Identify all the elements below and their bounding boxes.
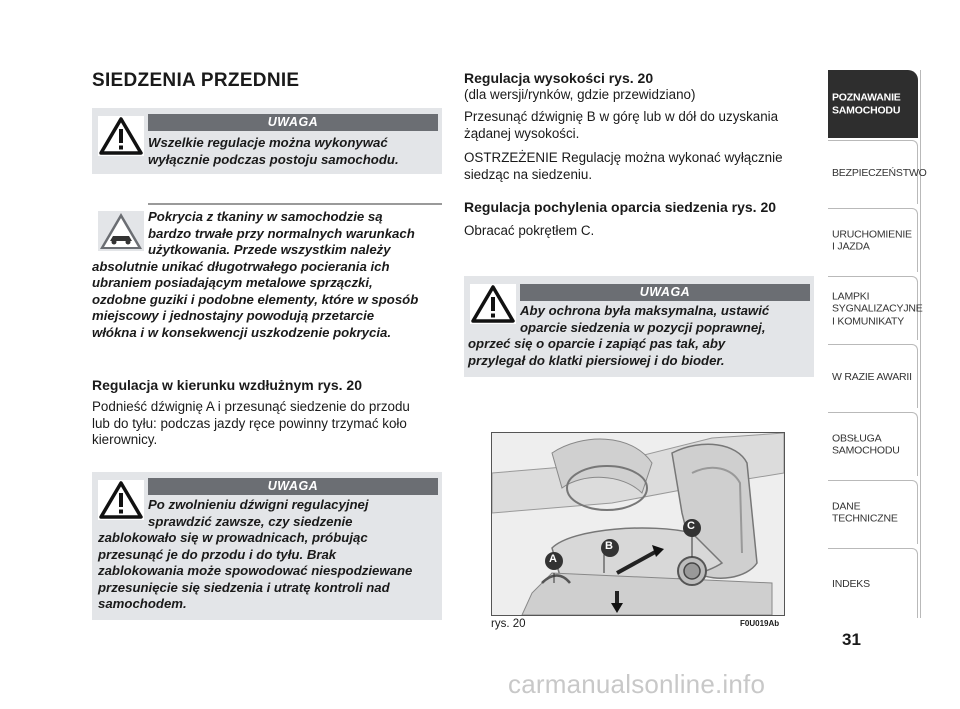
- care-line-5: ubraniem posiadającym metalowe sprzączki,: [92, 275, 373, 290]
- warning-box-stationary: [92, 108, 442, 174]
- care-line-4: absolutnie unikać długotrwałego pocierania ich: [92, 258, 390, 274]
- tab-label: POZNAWANIE SAMOCHODU: [832, 91, 901, 116]
- label-b: B: [605, 540, 613, 552]
- tab-label: LAMPKI SYGNALIZACYJNE I KOMUNIKATY: [832, 289, 923, 327]
- warning3-line-3: oprzeć się o oparcie i zapiąć pas tak, aby: [468, 336, 726, 351]
- warning3-line-4: przylegał do klatki piersiowej i do bioder.: [468, 352, 725, 368]
- height-p1-line-2: żądanej wysokości.: [464, 125, 580, 141]
- height-heading: Regulacja wysokości rys. 20: [464, 70, 654, 86]
- height-p2-line-1: OSTRZEŻENIE Regulację można wykonać wyłącznie: [464, 150, 783, 165]
- seat-adjustment-figure: [491, 432, 785, 616]
- tab-label: INDEKS: [832, 577, 870, 590]
- warning-triangle-icon: [98, 116, 144, 156]
- page-number: 31: [842, 630, 861, 649]
- tab-label: BEZPIECZEŃSTWO: [832, 166, 927, 179]
- tab-lampki-sygnalizacyjne[interactable]: [828, 276, 923, 340]
- uwaga-label: UWAGA: [148, 478, 438, 495]
- warning2-line-6: przesunięcie się siedzenia i utratę kontroli nad: [98, 579, 390, 595]
- watermark: carmanualsonline.info: [508, 669, 766, 699]
- warning2-line-5: zablokowania może spowodować niespodziewane: [98, 563, 413, 578]
- tab-uruchomienie-i-jazda[interactable]: [828, 208, 918, 272]
- recline-text: Obracać pokrętłem C.: [464, 223, 595, 238]
- figure-caption: rys. 20: [491, 618, 526, 630]
- warning2-line-2: sprawdzić zawsze, czy siedzenie: [148, 513, 353, 529]
- tab-dane-techniczne[interactable]: [828, 480, 918, 544]
- warning2-line-4: przesunąć je do przodu i do tyłu. Brak: [98, 546, 337, 562]
- tab-obsluga-samochodu[interactable]: [828, 412, 918, 476]
- uwaga-label: UWAGA: [520, 284, 810, 301]
- recline-heading: Regulacja pochylenia oparcia siedzenia rys. 20: [464, 199, 777, 215]
- tab-label: OBSŁUGA SAMOCHODU: [832, 432, 900, 457]
- lengthwise-line-1: Podnieść dźwignię A i przesunąć siedzenie do przodu: [92, 399, 410, 414]
- warning-box-lever: [92, 472, 442, 620]
- tab-indeks[interactable]: [828, 548, 918, 618]
- lengthwise-heading: Regulacja w kierunku wzdłużnym rys. 20: [92, 377, 362, 393]
- warning-text: Wszelkie regulacje można wykonywać wyłącznie podczas postoju samochodu.: [148, 135, 399, 167]
- tab-w-razie-awarii[interactable]: [828, 344, 918, 408]
- section-title: SIEDZENIA PRZEDNIE: [92, 70, 300, 91]
- uwaga-label: UWAGA: [148, 114, 438, 131]
- tab-poznawanie-samochodu[interactable]: [828, 70, 918, 138]
- tab-label: URUCHOMIENIE I JAZDA: [832, 228, 912, 253]
- care-line-8: włókna i w konsekwencji uszkodzenie pokrycia.: [92, 324, 392, 340]
- lengthwise-line-3: kierownicy.: [92, 432, 158, 447]
- warning2-line-1: Po zwolnieniu dźwigni regulacyjnej: [148, 497, 369, 512]
- warning2-line-3: zablokowało się w prowadnicach, próbując: [98, 530, 368, 545]
- warning-triangle-icon: [470, 284, 516, 324]
- car-care-warning-icon: [98, 211, 144, 251]
- lengthwise-line-2: lub do tyłu: podczas jazdy ręce powinny trzymać koło: [92, 415, 407, 431]
- care-line-3: użytkowania. Przede wszystkim należy: [148, 242, 391, 257]
- label-c: C: [687, 520, 695, 532]
- warning-triangle-icon: [98, 480, 144, 520]
- warning3-line-1: Aby ochrona była maksymalna, ustawić: [520, 303, 770, 318]
- tab-label: DANE TECHNICZNE: [832, 500, 898, 525]
- height-note: (dla wersji/rynków, gdzie przewidziano): [464, 87, 696, 102]
- seat-illustration: [492, 433, 784, 615]
- tab-label: W RAZIE AWARII: [832, 370, 912, 383]
- care-line-1: Pokrycia z tkaniny w samochodzie są: [148, 209, 383, 224]
- figure-code: F0U019Ab: [740, 619, 780, 628]
- label-a: A: [549, 553, 557, 565]
- warning2-line-7: samochodem.: [98, 596, 187, 611]
- care-line-6: ozdobne guziki i podobne elementy, które w sposób: [92, 291, 419, 307]
- care-line-7: miejscowy i jednostajny powodują przetarcie: [92, 308, 375, 323]
- note-divider: [148, 203, 442, 205]
- height-p2-line-2: siedząc na siedzeniu.: [464, 166, 593, 182]
- height-p1-line-1: Przesunąć dźwignię B w górę lub w dół do uzyskania: [464, 109, 779, 124]
- warning3-line-2: oparcie siedzenia w pozycji poprawnej,: [520, 319, 766, 335]
- care-line-2: bardzo trwałe przy normalnych warunkach: [148, 225, 415, 241]
- care-note: [92, 203, 442, 348]
- warning-box-backrest: [464, 276, 814, 377]
- tab-bezpieczenstwo[interactable]: [828, 140, 927, 204]
